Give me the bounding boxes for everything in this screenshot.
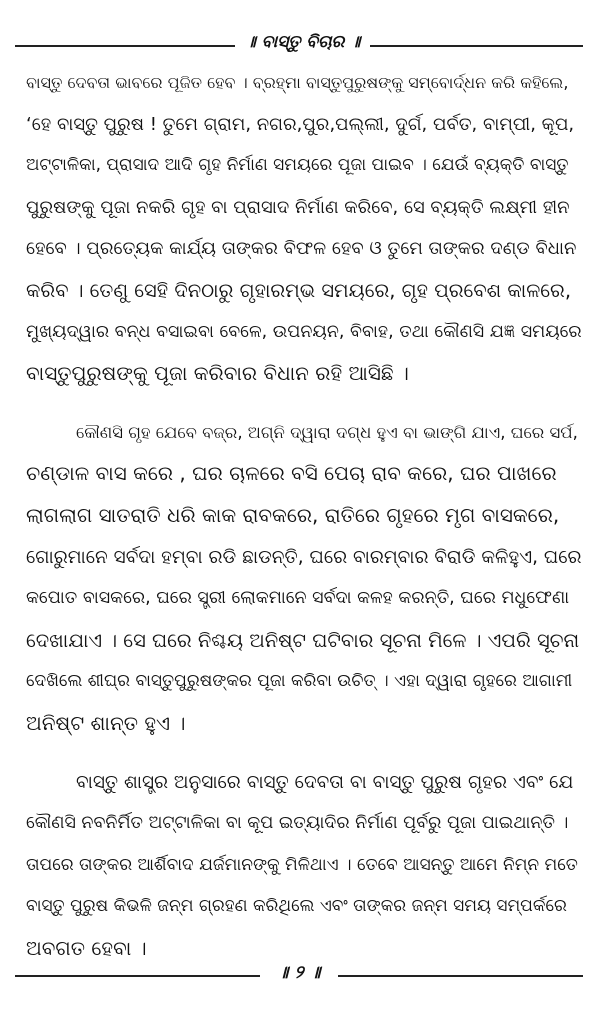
text-line: ମୁଖ୍ୟଦ୍ୱାର ବନ୍ଧ ବସାଇବା ବେଳେ, ଉପନୟନ, ବିବାହ, ତଥା କୌଣସି ଯଜ୍ଞ ସମୟରେ xyxy=(26,321,582,342)
text-line: ଚଣ୍ଡାଳ ବାସ କରେ , ଘର ଚାଳରେ ବସି ପେଚା ରାବ କରେ, ଘର ପାଖରେ xyxy=(26,461,557,486)
text-line: ‘ହେ ବାସ୍ତୁ ପୁରୁଷ ! ତୁମେ ଗ୍ରାମ, ନଗର,ପୁର,ପଲ୍ଲୀ, ଦୁର୍ଗ, ପର୍ବତ, ବାମ୍ପୀ, କୂପ, xyxy=(26,113,575,135)
header-title: ॥ ବାସ୍ତୁ ବିଚାର ॥ xyxy=(245,32,361,52)
paragraph-1 xyxy=(26,62,582,395)
footer-rule-left xyxy=(15,975,260,977)
paragraph-spacer xyxy=(26,395,582,412)
text-line: ଦେଖାଯାଏ । ସେ ଘରେ ନିଶ୍ଚୟ ଅନିଷ୍ଟ ଘଟିବାର ସୂଚନା ମିଳେ । ଏପରି ସୂଚନା xyxy=(26,628,580,652)
text-line: ଅବଗତ ହେବା । xyxy=(26,935,147,960)
text-line: ତାପରେ ତାଙ୍କର ଆର୍ଶିବାଦ ଯର୍ଜମାନଙ୍କୁ ମିଳିଥାଏ । ତେବେ ଆସନ୍ତୁ ଆମେ ନିମ୍ନ ମତେ xyxy=(26,854,578,875)
body-text xyxy=(26,62,582,969)
paragraph-3 xyxy=(26,762,582,970)
header-rule-left xyxy=(15,45,235,47)
text-line: ବାସ୍ତୁ ଦେବତା ଭାବରେ ପୂଜିତ ହେବ । ବ୍ରହ୍ମା ବାସ୍ତୁପୁରୁଷଙ୍କୁ ସମ୍ବୋର୍ଦ୍ଧନ କରି କହିଲେ, xyxy=(26,73,569,92)
text-line: କରିବ । ତେଣୁ ସେହି ଦିନଠାରୁ ଗୃହାରମ୍ଭ ସମୟରେ, ଗୃହ ପ୍ରବେଶ କାଳରେ, xyxy=(26,278,572,302)
page-number: ॥ ୨ ॥ xyxy=(277,962,321,983)
header-rule-right xyxy=(370,45,583,47)
paragraph-spacer xyxy=(26,745,582,762)
text-line: କୌଣସି ଗୃହ ଯେବେ ବଜ୍ର, ଅଗ୍ନି ଦ୍ୱାରା ଦଗ୍ଧ ହୁଏ ବା ଭାଙ୍ଗି ଯାଏ, ଘରେ ସର୍ପ, xyxy=(76,422,578,442)
text-line: କପୋତ ବାସକରେ, ଘରେ ସ୍ତ୍ରୀ ଲୋକମାନେ ସର୍ବଦା କଳହ କରନ୍ତି, ଘରେ ମଧୁଫେଣା xyxy=(26,588,570,609)
footer-rule-right xyxy=(338,975,583,977)
text-line: ଗୋରୁମାନେ ସର୍ବଦା ହମ୍ବା ରଡି ଛାଡନ୍ତି, ଘରେ ବାରମ୍ବାର ବିରାଡି କଳିହୁଏ, ଘରେ xyxy=(26,546,582,568)
paragraph-2 xyxy=(26,412,582,745)
running-header xyxy=(0,28,600,58)
text-line: ଲାଗଲାଗ ସାତରାତି ଧରି କାକ ରାବକରେ, ରାତିରେ ଗୃହରେ ମୃଗ ବାସକରେ, xyxy=(26,502,560,527)
text-line: ବାସ୍ତୁପୁରୁଷଙ୍କୁ ପୂଜା କରିବାର ବିଧାନ ରହି ଆସିଛି । xyxy=(26,361,409,386)
text-line: ବାସ୍ତୁ ପୁରୁଷ କିଭଳି ଜନ୍ମ ଗ୍ରହଣ କରିଥିଲେ ଏବଂ ତାଙ୍କର ଜନ୍ମ ସମୟ ସମ୍ପର୍କରେ xyxy=(26,896,567,917)
text-line: ପୁରୁଷଙ୍କୁ ପୂଜା ନକରି ଗୃହ ବା ପ୍ରାସାଦ ନିର୍ମାଣ କରିବେ, ସେ ବ୍ୟକ୍ତି ଲକ୍ଷ୍ମୀ ହୀନ xyxy=(26,196,570,218)
text-line: ହେବେ । ପ୍ରତ୍ୟେକ କାର୍ଯ୍ୟ ତାଙ୍କର ବିଫଳ ହେବ ଓ ତୁମେ ତାଙ୍କର ଦଣ୍ଡ ବିଧାନ xyxy=(26,238,577,260)
text-line: ବାସ୍ତୁ ଶାସ୍ତ୍ର ଅନୁସାରେ ବାସ୍ତୁ ଦେବତା ବା ବାସ୍ତୁ ପୁରୁଷ ଗୃହର ଏବଂ ଯେ xyxy=(76,771,574,793)
text-line: ଦେଖିଲେ ଶୀଘ୍ର ବାସ୍ତୁପୁରୁଷଙ୍କର ପୂଜା କରିବା ଉଚିତ୍ । ଏହା ଦ୍ୱାରା ଗୃହରେ ଆଗାମୀ xyxy=(26,671,573,692)
text-line: କୌଣସି ନବନିର୍ମିତ ଅଟ୍ଟାଳିକା ବା କୂପ ଇତ୍ୟାଦିର ନିର୍ମାଣ ପୂର୍ବରୁ ପୂଜା ପାଇଥାନ୍ତି । xyxy=(26,813,569,834)
page-footer xyxy=(0,960,600,990)
text-line: ଅନିଷ୍ଟ ଶାନ୍ତ ହୁଏ । xyxy=(26,710,186,735)
text-line: ଅଟ୍ଟାଳିକା, ପ୍ରାସାଦ ଆଦି ଗୃହ ନିର୍ମାଣ ସମୟରେ ପୂଜା ପାଇବ । ଯେଉଁ ବ୍ୟକ୍ତି ବାସ୍ତୁ xyxy=(26,155,569,176)
